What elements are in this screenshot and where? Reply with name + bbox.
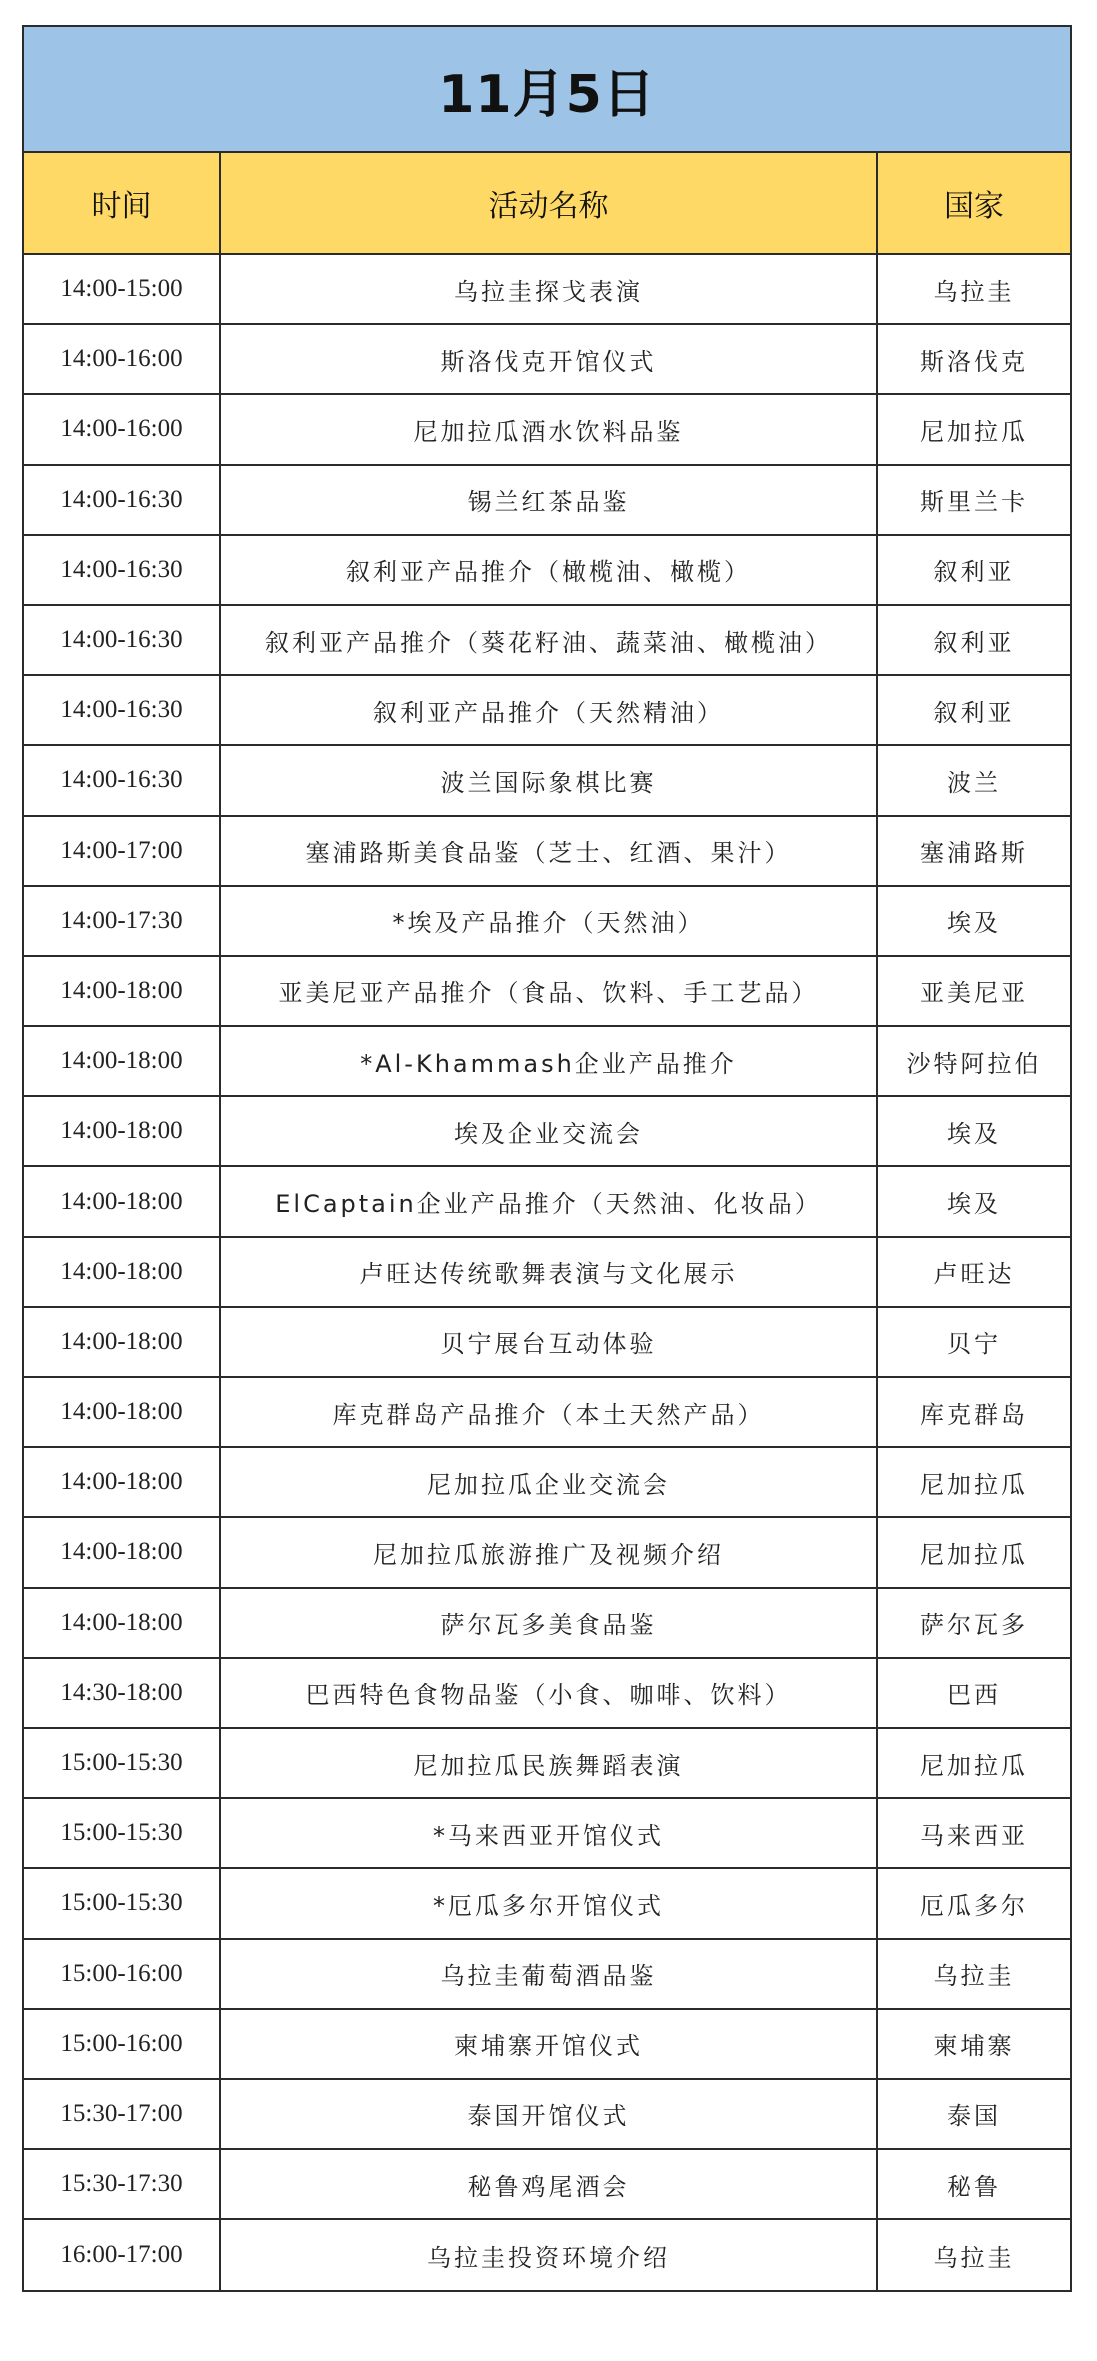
event-cell: 叙利亚产品推介（天然精油） — [219, 676, 876, 744]
country-cell: 泰国 — [876, 2080, 1070, 2148]
time-cell: 14:00-16:00 — [60, 415, 183, 443]
header-row — [24, 153, 1070, 255]
time-cell: 14:00-18:00 — [60, 1047, 183, 1075]
table-row — [24, 325, 1070, 395]
table-row — [24, 606, 1070, 676]
time-cell: 14:00-16:30 — [60, 696, 183, 724]
table-row — [24, 1729, 1070, 1799]
table-row — [24, 1027, 1070, 1097]
table-row — [24, 1659, 1070, 1729]
event-cell: ElCaptain企业产品推介（天然油、化妆品） — [219, 1167, 876, 1235]
event-cell: *厄瓜多尔开馆仪式 — [219, 1869, 876, 1937]
time-cell: 15:30-17:30 — [60, 2170, 183, 2198]
table-row — [24, 1518, 1070, 1588]
time-cell: 15:00-15:30 — [60, 1749, 183, 1777]
time-cell: 15:00-15:30 — [60, 1819, 183, 1847]
table-row — [24, 676, 1070, 746]
schedule-table — [22, 25, 1072, 2292]
country-cell: 亚美尼亚 — [876, 957, 1070, 1025]
table-row — [24, 255, 1070, 325]
table-row — [24, 1799, 1070, 1869]
event-cell: 叙利亚产品推介（橄榄油、橄榄） — [219, 536, 876, 604]
header-country: 国家 — [876, 153, 1070, 253]
event-cell: 尼加拉瓜企业交流会 — [219, 1448, 876, 1516]
event-cell: 波兰国际象棋比赛 — [219, 746, 876, 814]
country-cell: 尼加拉瓜 — [876, 1729, 1070, 1797]
table-row — [24, 1167, 1070, 1237]
page-title: 11月5日 — [438, 64, 656, 125]
table-row — [24, 1097, 1070, 1167]
event-cell: 尼加拉瓜民族舞蹈表演 — [219, 1729, 876, 1797]
country-cell: 叙利亚 — [876, 606, 1070, 674]
country-cell: 乌拉圭 — [876, 2220, 1070, 2290]
event-cell: 叙利亚产品推介（葵花籽油、蔬菜油、橄榄油） — [219, 606, 876, 674]
time-cell: 14:00-16:30 — [60, 555, 183, 583]
country-cell: 乌拉圭 — [876, 1940, 1070, 2008]
event-cell: 尼加拉瓜旅游推广及视频介绍 — [219, 1518, 876, 1586]
country-cell: 萨尔瓦多 — [876, 1589, 1070, 1657]
time-cell: 14:00-17:30 — [60, 906, 183, 934]
table-body — [24, 255, 1070, 2290]
event-cell: 贝宁展台互动体验 — [219, 1308, 876, 1376]
table-row — [24, 1378, 1070, 1448]
time-cell: 14:00-18:00 — [60, 976, 183, 1004]
event-cell: 秘鲁鸡尾酒会 — [219, 2150, 876, 2218]
header-event: 活动名称 — [219, 153, 876, 253]
table-row — [24, 466, 1070, 536]
event-cell: 泰国开馆仪式 — [219, 2080, 876, 2148]
country-cell: 库克群岛 — [876, 1378, 1070, 1446]
time-cell: 14:00-18:00 — [60, 1538, 183, 1566]
country-cell: 尼加拉瓜 — [876, 395, 1070, 463]
country-cell: 秘鲁 — [876, 2150, 1070, 2218]
time-cell: 14:00-16:30 — [60, 766, 183, 794]
table-row — [24, 1869, 1070, 1939]
country-cell: 埃及 — [876, 887, 1070, 955]
time-cell: 14:00-17:00 — [60, 836, 183, 864]
table-row — [24, 2150, 1070, 2220]
event-cell: 塞浦路斯美食品鉴（芝士、红酒、果汁） — [219, 817, 876, 885]
event-cell: 乌拉圭葡萄酒品鉴 — [219, 1940, 876, 2008]
time-cell: 15:30-17:00 — [60, 2099, 183, 2127]
country-cell: 叙利亚 — [876, 676, 1070, 744]
event-cell: 亚美尼亚产品推介（食品、饮料、手工艺品） — [219, 957, 876, 1025]
event-cell: 萨尔瓦多美食品鉴 — [219, 1589, 876, 1657]
table-row — [24, 746, 1070, 816]
table-row — [24, 2010, 1070, 2080]
time-cell: 14:00-18:00 — [60, 1398, 183, 1426]
time-cell: 14:00-16:00 — [60, 345, 183, 373]
table-row — [24, 957, 1070, 1027]
table-row — [24, 2220, 1070, 2290]
time-cell: 15:00-15:30 — [60, 1889, 183, 1917]
time-cell: 14:00-18:00 — [60, 1257, 183, 1285]
table-row — [24, 1589, 1070, 1659]
event-cell: 巴西特色食物品鉴（小食、咖啡、饮料） — [219, 1659, 876, 1727]
country-cell: 贝宁 — [876, 1308, 1070, 1376]
header-time: 时间 — [91, 189, 152, 224]
country-cell: 叙利亚 — [876, 536, 1070, 604]
time-cell: 14:00-18:00 — [60, 1117, 183, 1145]
event-cell: 乌拉圭探戈表演 — [219, 255, 876, 323]
country-cell: 厄瓜多尔 — [876, 1869, 1070, 1937]
event-cell: 尼加拉瓜酒水饮料品鉴 — [219, 395, 876, 463]
time-cell: 14:00-18:00 — [60, 1327, 183, 1355]
event-cell: *埃及产品推介（天然油） — [219, 887, 876, 955]
event-cell: 斯洛伐克开馆仪式 — [219, 325, 876, 393]
time-cell: 16:00-17:00 — [60, 2241, 183, 2269]
event-cell: 卢旺达传统歌舞表演与文化展示 — [219, 1238, 876, 1306]
table-row — [24, 887, 1070, 957]
time-cell: 14:00-16:30 — [60, 485, 183, 513]
country-cell: 马来西亚 — [876, 1799, 1070, 1867]
time-cell: 15:00-16:00 — [60, 1959, 183, 1987]
table-row — [24, 1448, 1070, 1518]
event-cell: *Al-Khammash企业产品推介 — [219, 1027, 876, 1095]
table-row — [24, 1238, 1070, 1308]
time-cell: 14:00-18:00 — [60, 1468, 183, 1496]
time-cell: 14:30-18:00 — [60, 1678, 183, 1706]
country-cell: 斯里兰卡 — [876, 466, 1070, 534]
time-cell: 14:00-15:00 — [60, 275, 183, 303]
time-cell: 14:00-18:00 — [60, 1608, 183, 1636]
time-cell: 14:00-16:30 — [60, 626, 183, 654]
country-cell: 巴西 — [876, 1659, 1070, 1727]
time-cell: 14:00-18:00 — [60, 1187, 183, 1215]
title-row — [24, 27, 1070, 153]
country-cell: 尼加拉瓜 — [876, 1518, 1070, 1586]
time-cell: 15:00-16:00 — [60, 2029, 183, 2057]
country-cell: 乌拉圭 — [876, 255, 1070, 323]
country-cell: 埃及 — [876, 1097, 1070, 1165]
table-row — [24, 395, 1070, 465]
event-cell: 锡兰红茶品鉴 — [219, 466, 876, 534]
event-cell: 埃及企业交流会 — [219, 1097, 876, 1165]
country-cell: 波兰 — [876, 746, 1070, 814]
table-row — [24, 2080, 1070, 2150]
event-cell: 乌拉圭投资环境介绍 — [219, 2220, 876, 2290]
country-cell: 斯洛伐克 — [876, 325, 1070, 393]
table-row — [24, 536, 1070, 606]
table-row — [24, 817, 1070, 887]
country-cell: 埃及 — [876, 1167, 1070, 1235]
event-cell: 库克群岛产品推介（本土天然产品） — [219, 1378, 876, 1446]
table-row — [24, 1308, 1070, 1378]
country-cell: 卢旺达 — [876, 1238, 1070, 1306]
country-cell: 塞浦路斯 — [876, 817, 1070, 885]
event-cell: 柬埔寨开馆仪式 — [219, 2010, 876, 2078]
event-cell: *马来西亚开馆仪式 — [219, 1799, 876, 1867]
table-row — [24, 1940, 1070, 2010]
country-cell: 沙特阿拉伯 — [876, 1027, 1070, 1095]
country-cell: 尼加拉瓜 — [876, 1448, 1070, 1516]
country-cell: 柬埔寨 — [876, 2010, 1070, 2078]
